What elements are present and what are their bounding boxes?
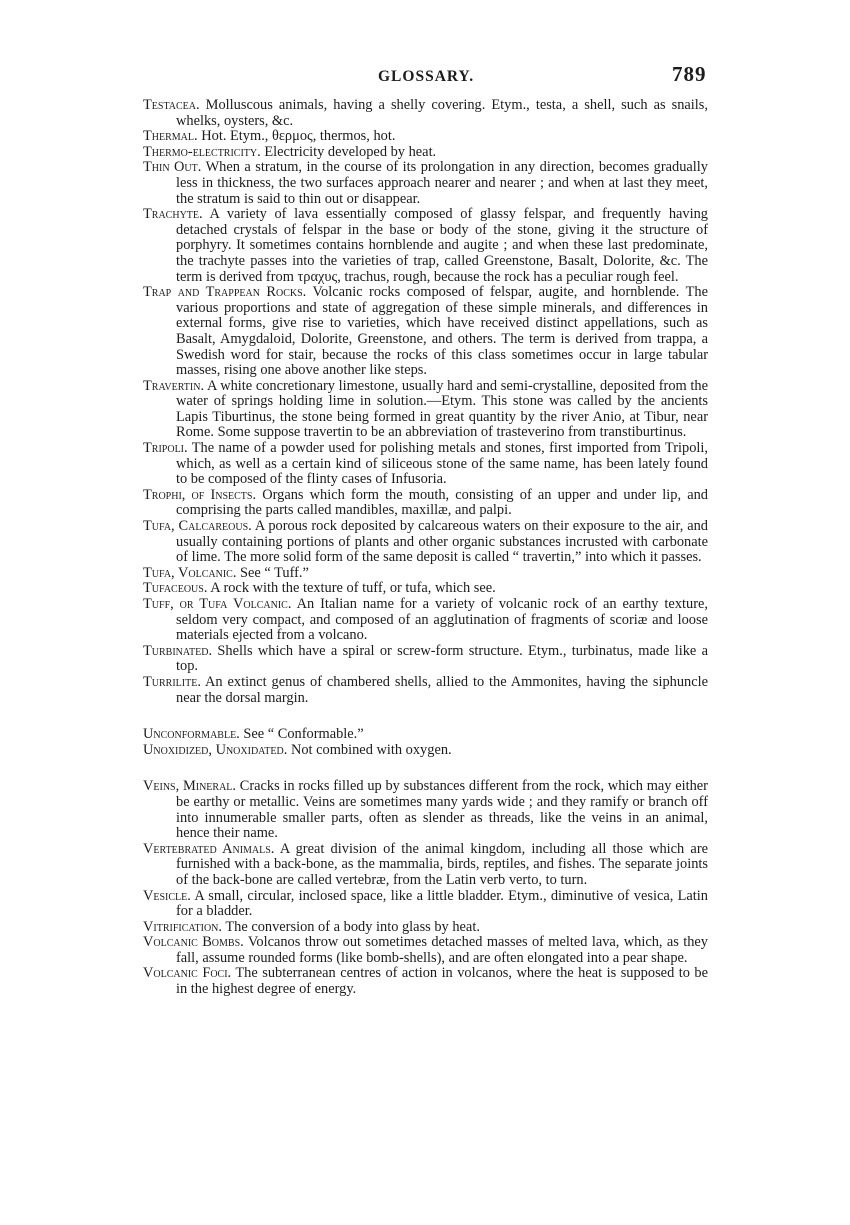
- entry-term: Tripoli.: [143, 440, 188, 457]
- entry-definition: A variety of lava essentially composed of glassy felspar, and frequently having detached crystals of felspar in the base or body of the stone, giving it the structure of porphyry. It sometimes contains hornblende and augite ; and when these last predominate, the trachyte passes into the varieties of trap, called Greenstone, Basalt, Dolorite, &c. The term is derived from τραχυς, trachus, rough, because the rock has a peculiar rough feel.: [176, 206, 708, 285]
- entry-term: Turrilite.: [143, 673, 201, 690]
- entry-definition: An extinct genus of chambered shells, allied to the Ammonites, having the siphuncle near the dorsal margin.: [176, 673, 708, 706]
- entry-term: Volcanic Bombs.: [143, 934, 244, 951]
- entry-definition: When a stratum, in the course of its prolongation in any direction, becomes gradually less in thickness, the two surfaces approach nearer and nearer ; and when at last they meet, the stratum is said to thin out or disappear.: [176, 159, 709, 207]
- entry-term: Testacea.: [143, 97, 200, 113]
- entry-term: Thermo-electricity.: [143, 143, 261, 160]
- glossary-entry-vitrification: [143, 920, 708, 936]
- entry-term: Unoxidized, Unoxidated.: [143, 741, 288, 758]
- entry-definition: A small, circular, inclosed space, like a little bladder. Etym., diminutive of vesica, Latin for a bladder.: [176, 887, 708, 920]
- entry-term: Vertebrated Animals.: [143, 840, 275, 857]
- entry-definition: Volcanos throw out sometimes detached masses of melted lava, which, as they fall, assume rounded forms (like bomb-shells), and are often elongated into a pear shape.: [176, 934, 708, 966]
- entry-term: Tuff, or Tufa Volcanic.: [143, 596, 292, 612]
- entry-definition: Hot. Etym., θερμος, thermos, hot.: [201, 128, 396, 145]
- entry-definition: Volcanic rocks composed of felspar, augite, and hornblende. The various proportions and state of aggregation of these simple minerals, and differences in external forms, give rise to varieties, which have received distinct appellations, such as Basalt, Amygdaloid, Dolorite, Greenstone, and others. The term is derived from trappa, a Swedish word for stair, because the rocks of this class sometimes occur in large tabular masses, rising one above another like steps.: [176, 284, 708, 379]
- glossary-entry-thermal: [143, 129, 708, 145]
- glossary-entry-tufaceous: [143, 581, 708, 597]
- entry-term: Trophi, of Insects.: [143, 486, 257, 503]
- entry-term: Volcanic Foci.: [143, 965, 232, 982]
- entry-term: Tufaceous.: [143, 580, 208, 597]
- glossary-entry-trap-rocks: [143, 285, 708, 379]
- entry-term: Vitrification.: [143, 918, 222, 935]
- entry-definition: See “ Tuff.”: [240, 564, 309, 581]
- section-gap: [143, 758, 708, 779]
- section-gap: [143, 706, 708, 727]
- glossary-entry-thin-out: [143, 160, 708, 207]
- glossary-entry-tufa-volcanic: [143, 566, 708, 582]
- entry-term: Trap and Trappean Rocks.: [143, 284, 307, 301]
- entry-term: Trachyte.: [143, 206, 203, 223]
- entry-term: Turbinated.: [143, 642, 213, 659]
- glossary-entry-unconformable: [143, 727, 708, 743]
- entry-definition: Shells which have a spiral or screw-form structure. Etym., turbinatus, made like a top.: [176, 642, 708, 675]
- glossary-entry-trophi: [143, 488, 708, 519]
- entry-definition: A rock with the texture of tuff, or tufa, which see.: [210, 580, 496, 597]
- glossary-entry-volcanic-bombs: [143, 935, 708, 966]
- glossary-entries: [143, 98, 708, 998]
- glossary-entry-tufa-calcareous: [143, 519, 708, 566]
- glossary-entry-turbinated: [143, 644, 708, 675]
- glossary-entry-tuff: [143, 597, 708, 644]
- entry-definition: Molluscous animals, having a shelly covering. Etym., testa, a shell, such as snails, whelks, oysters, &c.: [176, 97, 708, 129]
- entry-term: Unconformable.: [143, 726, 240, 743]
- glossary-entry-thermo-electricity: [143, 145, 708, 161]
- entry-term: Tufa, Calcareous.: [143, 518, 252, 535]
- entry-definition: See “ Conformable.”: [243, 726, 364, 743]
- entry-definition: A porous rock deposited by calcareous waters on their exposure to the air, and usually containing portions of plants and other organic substances incrusted with carbonate of lime. The more solid form of the same deposit is called “ travertin,” into which it passes.: [176, 518, 708, 566]
- glossary-entry-vertebrated-animals: [143, 842, 708, 889]
- glossary-entry-tripoli: [143, 441, 708, 488]
- entry-term: Thin Out.: [143, 159, 202, 176]
- entry-term: Travertin.: [143, 377, 205, 394]
- entry-definition: Not combined with oxygen.: [290, 741, 452, 758]
- glossary-entry-vesicle: [143, 889, 708, 920]
- entry-term: Tufa, Volcanic.: [143, 564, 237, 581]
- page-number: 789: [672, 62, 707, 86]
- entry-definition: Organs which form the mouth, consisting of an upper and under lip, and comprising the parts called mandibles, maxillæ, and palpi.: [176, 486, 708, 519]
- entry-definition: A great division of the animal kingdom, including all those which are furnished with a back-bone, as the mammalia, birds, reptiles, and fishes. The separate joints of the back-bone are called vertebræ, from the Latin verb verto, to turn.: [176, 840, 708, 888]
- entry-definition: An Italian name for a variety of volcanic rock of an earthy texture, seldom very compact, and composed of an agglutination of fragments of scoriæ and loose materials ejected from a volcano.: [176, 596, 708, 644]
- glossary-entry-testacea: [143, 98, 708, 129]
- glossary-entry-volcanic-foci: [143, 966, 708, 997]
- entry-definition: The subterranean centres of action in volcanos, where the heat is supposed to be in the highest degree of energy.: [176, 965, 708, 998]
- glossary-entry-travertin: [143, 379, 708, 441]
- glossary-entry-unoxidized: [143, 743, 708, 759]
- entry-term: Veins, Mineral.: [143, 778, 236, 795]
- entry-term: Vesicle.: [143, 887, 191, 904]
- entry-definition: The name of a powder used for polishing metals and stones, first imported from Tripoli, which, as well as a certain kind of siliceous stone of the same name, has been lately found to be composed of the flinty cases of Infusoria.: [176, 440, 708, 488]
- running-title: GLOSSARY.: [378, 68, 475, 85]
- entry-term: Thermal.: [143, 128, 198, 145]
- entry-definition: A white concretionary limestone, usually hard and semi-crystalline, deposited from the water of springs holding lime in solution.—Etym. This stone was called by the ancients Lapis Tiburtinus, the stone being formed in great quantity by the river Anio, at Tibur, near Rome. Some suppose travertin to be an abbreviation of trasteverino from transtiburtinus.: [176, 377, 708, 441]
- entry-definition: Cracks in rocks filled up by substances different from the rock, which may either be earthy or metallic. Veins are sometimes many yards wide ; and they ramify or branch off into innumerable smaller parts, often as slender as threads, like the veins in an animal, hence their name.: [176, 778, 708, 842]
- glossary-entry-veins-mineral: [143, 779, 708, 841]
- glossary-entry-turrilite: [143, 675, 708, 706]
- glossary-entry-trachyte: [143, 207, 708, 285]
- entry-definition: Electricity developed by heat.: [264, 143, 437, 160]
- page-header: [0, 62, 850, 92]
- entry-definition: The conversion of a body into glass by heat.: [225, 918, 480, 935]
